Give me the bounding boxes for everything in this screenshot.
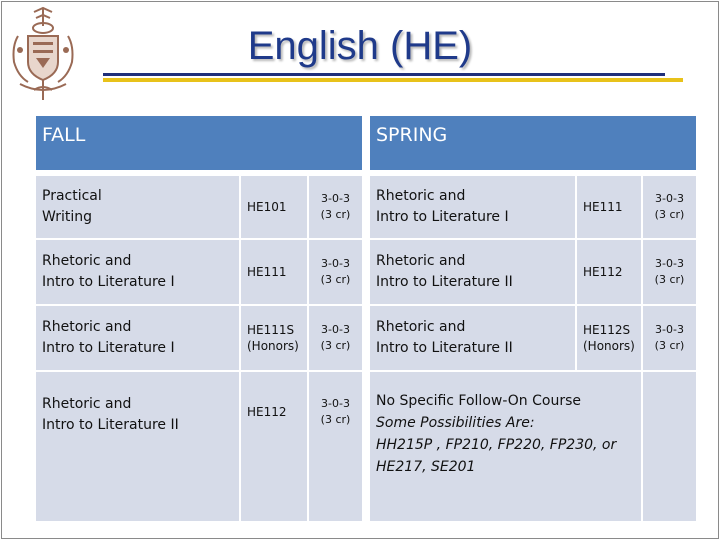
spring-course-name: Rhetoric and Intro to Literature I bbox=[366, 173, 576, 239]
fall-course-name: Rhetoric and Intro to Literature I bbox=[36, 239, 240, 305]
fall-header: FALL bbox=[36, 116, 366, 173]
course-sequence-table bbox=[36, 116, 696, 521]
title-underline-blue bbox=[103, 73, 665, 76]
fall-course-code: HE101 bbox=[240, 173, 308, 239]
fall-course-name: Rhetoric and Intro to Literature I bbox=[36, 305, 240, 371]
table-row bbox=[36, 371, 696, 521]
spring-course-code: HE112S (Honors) bbox=[576, 305, 642, 371]
fall-course-credits: 3-0-3 (3 cr) bbox=[308, 371, 366, 521]
spring-course-name: Rhetoric and Intro to Literature II bbox=[366, 239, 576, 305]
spring-header: SPRING bbox=[366, 116, 696, 173]
note-subheading: Some Possibilities Are: bbox=[376, 415, 535, 431]
academy-crest-icon bbox=[8, 6, 78, 102]
spring-course-code: HE111 bbox=[576, 173, 642, 239]
note-course-list-continued: HE217, SE201 bbox=[376, 459, 476, 475]
page-title: English (HE) bbox=[247, 24, 473, 68]
fall-course-credits: 3-0-3 (3 cr) bbox=[308, 305, 366, 371]
table-row bbox=[36, 305, 696, 371]
fall-course-credits: 3-0-3 (3 cr) bbox=[308, 239, 366, 305]
spring-course-credits: 3-0-3 (3 cr) bbox=[642, 239, 696, 305]
note-course-list: HH215P , FP210, FP220, FP230, or bbox=[376, 437, 617, 453]
fall-course-name: Practical Writing bbox=[36, 173, 240, 239]
fall-course-code: HE112 bbox=[240, 371, 308, 521]
fall-course-code: HE111S (Honors) bbox=[240, 305, 308, 371]
spring-follow-on-note bbox=[366, 371, 642, 521]
spring-course-code: HE112 bbox=[576, 239, 642, 305]
empty-cell bbox=[642, 371, 696, 521]
spring-course-name: Rhetoric and Intro to Literature II bbox=[366, 305, 576, 371]
spring-course-credits: 3-0-3 (3 cr) bbox=[642, 173, 696, 239]
title-underline-gold bbox=[103, 78, 683, 82]
note-headline: No Specific Follow-On Course bbox=[376, 393, 582, 409]
fall-course-credits: 3-0-3 (3 cr) bbox=[308, 173, 366, 239]
table-row bbox=[36, 239, 696, 305]
spring-course-credits: 3-0-3 (3 cr) bbox=[642, 305, 696, 371]
fall-course-code: HE111 bbox=[240, 239, 308, 305]
table-row bbox=[36, 173, 696, 239]
fall-course-name: Rhetoric and Intro to Literature II bbox=[36, 371, 240, 521]
